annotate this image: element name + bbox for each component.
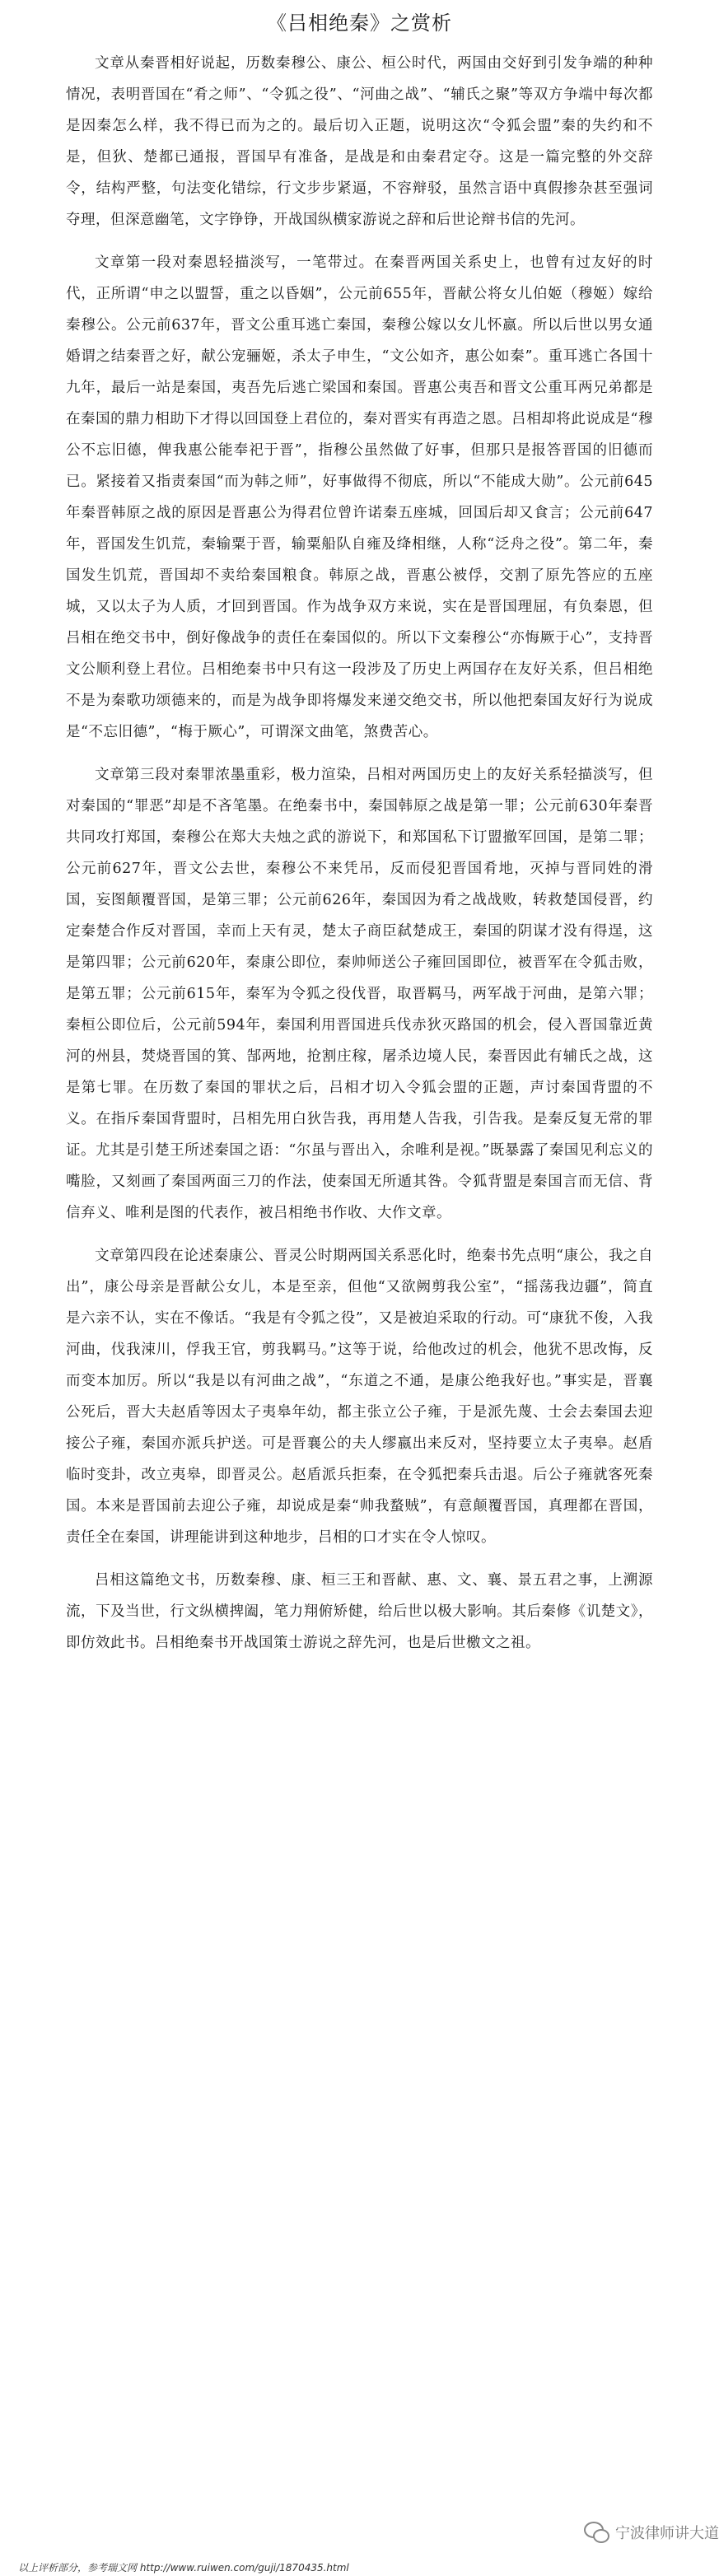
article-title: 《吕相绝秦》之赏析 xyxy=(267,12,452,35)
paragraph-3: 文章第三段对秦罪浓墨重彩，极力渲染，吕相对两国历史上的友好关系轻描淡写，但对秦国的“罪恶”却是不吝笔墨。在绝秦书中，秦国韩原之战是第一罪；公元前630年秦晋共同攻打郑国，秦穆公在郑大夫烛之武的游说下，和郑国私下订盟撤军回国，是第二罪；公元前627年，晋文公去世，秦穆公不来凭吊，反而侵犯晋国肴地，灭掉与晋同姓的滑国，妄图颠覆晋国，是第三罪；公元前626年，秦国因为肴之战战败，转救楚国侵晋，约定秦楚合作反对晋国，幸而上天有灵，楚太子商臣弑楚成王，秦国的阴谋才没有得逞，这是第四罪；公元前620年，秦康公即位，秦帅师送公子雍回国即位，被晋军在令狐击败，是第五罪；公元前615年，秦军为令狐之役伐晋，取晋羁马，两军战于河曲，是第六罪；秦桓公即位后，公元前594年，秦国利用晋国进兵伐赤狄灭路国的机会，侵入晋国靠近黄河的州县，焚烧晋国的箕、郜两地，抢割庄稼，屠杀边境人民，秦晋因此有辅氏之战，这是第七罪。在历数了秦国的罪状之后，吕相才切入令狐会盟的正题，声讨秦国背盟的不义。在指斥秦国背盟时，吕相先用白狄告我，再用楚人告我，引告我。是秦反复无常的罪证。尤其是引楚王所述秦国之语：“尔虽与晋出入，余唯利是视。”既暴露了秦国见利忘义的嘴脸，又刻画了秦国两面三刀的作法，使秦国无所遁其咎。令狐背盟是秦国言而无信、背信弃义、唯利是图的代表作，被吕相绝书作收、大作文章。 xyxy=(66,767,653,1221)
paragraph-1: 文章从秦晋相好说起，历数秦穆公、康公、桓公时代，两国由交好到引发争端的种种情况，表明晋国在“肴之师”、“令狐之役”、“河曲之战”、“辅氏之聚”等双方争端中每次都是因秦怎么样，我不得已而为之的。最后切入正题，说明这次“令狐会盟”秦的失约和不是，但狄、楚都已通报，晋国早有准备，是战是和由秦君定夺。这是一篇完整的外交辞令，结构严整，句法变化错综，行文步步紧逼，不容辩驳，虽然言语中真假掺杂甚至强词夺理，但深意幽笔，文字铮铮，开战国纵横家游说之辞和后世论辩书信的先河。 xyxy=(66,55,653,228)
wechat-icon xyxy=(584,2522,609,2543)
paragraph-5: 吕相这篇绝文书，历数秦穆、康、桓三王和晋献、惠、文、襄、景五君之事，上溯源流，下及当世，行文纵横捭阖，笔力翔俯矫健，给后世以极大影响。其后秦修《讥楚文》，即仿效此书。吕相绝秦书开战国策士游说之辞先河，也是后世檄文之祖。 xyxy=(66,1572,653,1651)
watermark-text: 宁波律师讲大道 xyxy=(615,2525,719,2542)
source-note: 以上评析部分，参考瑞文网 http://www.ruiwen.com/guji/1870435.html xyxy=(18,2562,349,2574)
paragraph-4: 文章第四段在论述秦康公、晋灵公时期两国关系恶化时，绝秦书先点明“康公，我之自出”，康公母亲是晋献公女儿，本是至亲，但他“又欲阙剪我公室”，“摇荡我边疆”，简直是六亲不认，实在不像话。“我是有令狐之役”，又是被迫采取的行动。可“康犹不俊，入我河曲，伐我涑川，俘我王官，剪我羁马。”这等于说，给他改过的机会，他犹不思改悔，反而变本加厉。所以“我是以有河曲之战”，“东道之不通，是康公绝我好也。”事实是，晋襄公死后，晋大夫赵盾等因太子夷皋年幼，都主张立公子雍，于是派先蔑、士会去秦国去迎接公子雍，秦国亦派兵护送。可是晋襄公的夫人缪嬴出来反对，坚持要立太子夷皋。赵盾临时变卦，改立夷皋，即晋灵公。赵盾派兵拒秦，在令狐把秦兵击退。后公子雍就客死秦国。本来是晋国前去迎公子雍，却说成是秦“帅我蝥贼”，有意颠覆晋国，真理都在晋国，责任全在秦国，讲理能讲到这种地步，吕相的口才实在令人惊叹。 xyxy=(66,1248,653,1546)
paragraph-2: 文章第一段对秦恩轻描淡写，一笔带过。在秦晋两国关系史上，也曾有过友好的时代，正所谓“申之以盟誓，重之以昏姻”，公元前655年，晋献公将女儿伯姬（穆姬）嫁给秦穆公。公元前637年，晋文公重耳逃亡秦国，秦穆公嫁以女儿怀嬴。所以后世以男女通婚谓之结秦晋之好，献公宠骊姬，杀太子申生，“文公如齐，惠公如秦”。重耳逃亡各国十九年，最后一站是秦国，夷吾先后逃亡梁国和秦国。晋惠公夷吾和晋文公重耳两兄弟都是在秦国的鼎力相助下才得以回国登上君位的，秦对晋实有再造之恩。吕相却将此说成是“穆公不忘旧德，俾我惠公能奉祀于晋”，指穆公虽然做了好事，但那只是报答晋国的旧德而已。紧接着又指责秦国“而为韩之师”，好事做得不彻底，所以“不能成大勋”。公元前645年秦晋韩原之战的原因是晋惠公为得君位曾许诺秦五座城，回国后却又食言；公元前647年，晋国发生饥荒，秦输粟于晋，输粟船队自雍及绛相继，人称“泛舟之役”。第二年，秦国发生饥荒，晋国却不卖给秦国粮食。韩原之战，晋惠公被俘，交割了原先答应的五座城，又以太子为人质，才回到晋国。作为战争双方来说，实在是晋国理屈，有负秦恩，但吕相在绝交书中，倒好像战争的责任在秦国似的。所以下文秦穆公“亦悔厥于心”，支持晋文公顺利登上君位。吕相绝秦书中只有这一段涉及了历史上两国存在友好关系，但吕相绝不是为秦歌功颂德来的，而是为战争即将爆发来递交绝交书，所以他把秦国友好行为说成是“不忘旧德”，“梅于厥心”，可谓深文曲笔，煞费苦心。 xyxy=(66,254,653,740)
wechat-watermark xyxy=(584,2522,719,2543)
